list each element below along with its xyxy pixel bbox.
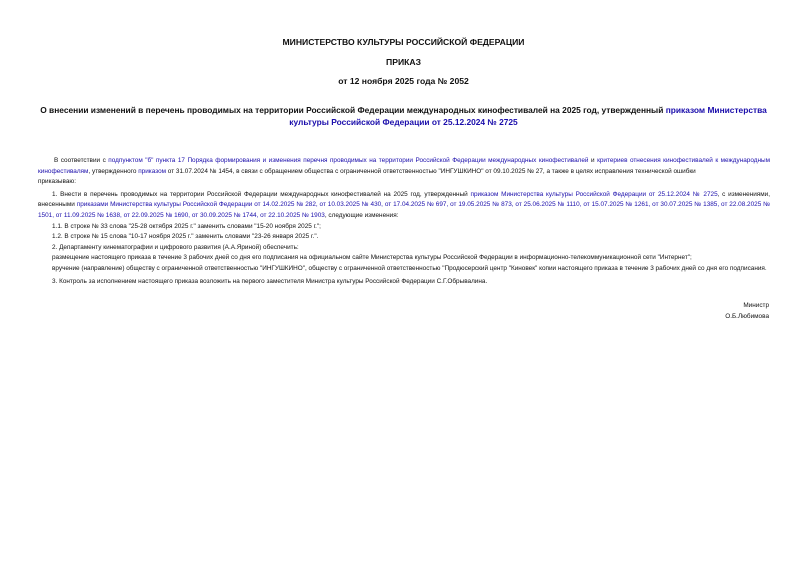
title-text: О внесении изменений в перечень проводимых на территории Российской Федерации международных кинофестивалей на 2025 год, утвержденный <box>40 105 666 115</box>
preamble-link-criteria[interactable]: критериев отнесения кинофестивалей к международным кинофестивалям <box>38 157 770 175</box>
item-1-link-order[interactable]: приказом Министерства культуры Российской Федерации от 25.12.2024 № 2725 <box>470 190 718 198</box>
item-1-text-1: 1. Внести в перечень проводимых на территории Российской Федерации международных кинофестивалей на 2025 год, утвержденный <box>52 190 471 198</box>
item-1-1: 1.1. В строке № 33 слова "25-28 октября 2025 г." заменить словами "15-20 ноября 2025 г."; <box>52 222 321 230</box>
preamble-text-4: от 31.07.2024 № 1454, в связи с обращением общества с ограниченной ответственностью "ИНГУШКИНО" от 09.10.2025 № 27, а также в целях исправления технической ошибки <box>166 167 696 175</box>
signature-name: О.Б.Любимова <box>725 312 769 320</box>
item-1-text-2: , с изменениями, внесенными <box>38 190 770 209</box>
preamble-link-order[interactable]: приказом <box>138 167 167 175</box>
item-1-2: 1.2. В строке № 15 слова "10-17 ноября 2025 г." заменить словами "23-26 января 2025 г.". <box>52 233 319 241</box>
preamble-text-3: , утвержденного <box>88 167 139 175</box>
preamble-text-1: В соответствии с <box>54 157 109 164</box>
document-type: ПРИКАЗ <box>386 57 421 67</box>
item-1 <box>38 190 770 222</box>
item-2: 2. Департаменту кинематографии и цифрового развития (А.А.Яриной) обеспечить: <box>52 243 299 251</box>
signature-block <box>725 301 769 322</box>
preamble-text-2: и <box>588 157 598 164</box>
item-3: 3. Контроль за исполнением настоящего приказа возложить на первого заместителя Министра культуры Российской Федерации С.Г.Обрывалина. <box>52 277 488 285</box>
item-2-delivery: вручение (направление) обществу с ограниченной ответственностью "ИНГУШКИНО", обществу с ограниченной ответственностью "Продюсерский центр "Киновек" копии настоящего приказа в течение 3 рабочих дней со дня его подписания. <box>52 264 767 272</box>
orders-word: приказываю: <box>38 178 76 186</box>
item-1-text-3: , следующие изменения: <box>324 211 399 219</box>
signature-position: Министр <box>743 302 769 309</box>
item-2-publication: размещение настоящего приказа в течение 3 рабочих дней со дня его подписания на официальном сайте Министерства культуры Российской Федерации в информационно-телекоммуникационной сети "Интернет"; <box>52 254 692 262</box>
ministry-heading: МИНИСТЕРСТВО КУЛЬТУРЫ РОССИЙСКОЙ ФЕДЕРАЦИИ <box>282 37 525 47</box>
document-body <box>38 156 770 287</box>
title-order-link[interactable]: приказом Министерства культуры Российской Федерации от 25.12.2024 № 2725 <box>289 105 767 127</box>
document-date-number: от 12 ноября 2025 года № 2052 <box>338 76 469 86</box>
preamble-paragraph <box>38 156 770 177</box>
document-title <box>30 104 777 128</box>
item-1-link-amendments[interactable]: приказами Министерства культуры Российской Федерации от 14.02.2025 № 282, от 10.03.2025 № 430, от 17.04.2025 № 697, от 19.05.2025 № 873, от 25.06.2025 № 1110, от 15.07.2025 № 1261, от 30.07.2025 № 1385, от 22.08.2025 № 1501, от 11.09.2025 № 1638, от 22.09.2025 № 1690, от 30.09.2025 № 1744, от 22.10.2025 № 1903 <box>38 201 770 219</box>
preamble-link-subclause[interactable]: подпунктом "б" пункта 17 Порядка формирования и изменения перечня проводимых на территории Российской Федерации международных кинофестивалей <box>108 157 589 164</box>
